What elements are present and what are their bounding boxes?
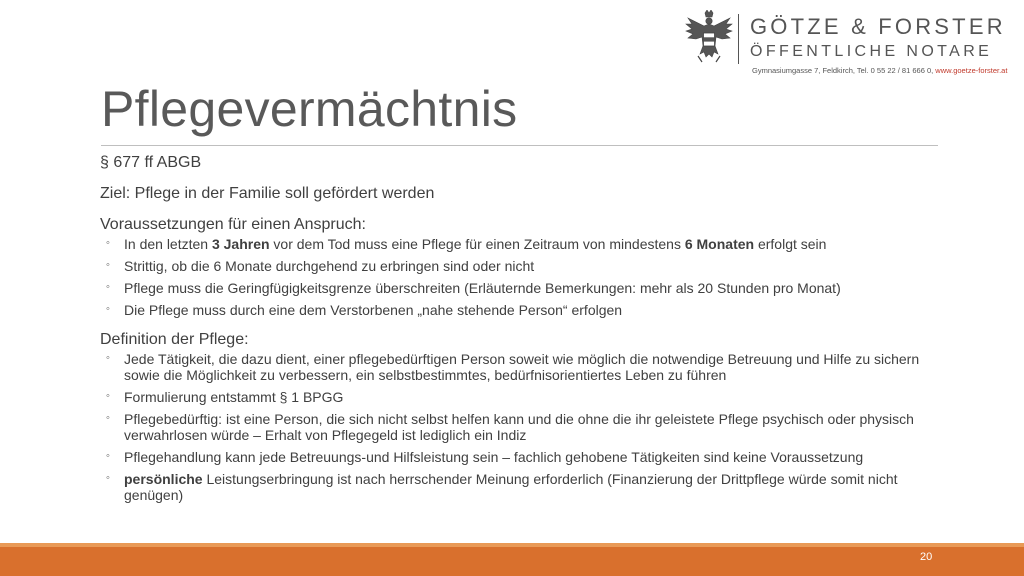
text-span: Pflegehandlung kann jede Betreuungs-und Hilfsleistung sein – fachlich gehobene Tätigkeiten sind keine Voraussetzung <box>124 449 864 465</box>
definition-heading: Definition der Pflege: <box>100 331 249 348</box>
bold-span: 6 Monaten <box>684 236 755 252</box>
list-item <box>100 351 940 383</box>
text-span: Formulierung entstammt § 1 BPGG <box>124 389 344 405</box>
text-span: Strittig, ob die 6 Monate durchgehend zu erbringen sind oder nicht <box>124 258 535 274</box>
text-span: Jede Tätigkeit, die dazu dient, einer pflegebedürftigen Person soweit wie möglich die notwendige Betreuung und Hilfe zu sichern sowie die Möglichkeit zu verbessern, ein selbstbestimmtes, bedürfnisorientiertes Leben zu führen <box>124 351 920 383</box>
firm-name: GÖTZE & FORSTER <box>750 14 1006 39</box>
list-item <box>100 280 940 296</box>
text-span: Pflege muss die Geringfügigkeitsgrenze überschreiten (Erläuternde Bemerkungen: mehr als 20 Stunden pro Monat) <box>124 280 841 296</box>
page-number: 20 <box>920 551 933 563</box>
list-item <box>100 471 940 503</box>
bullet-icon: ◦ <box>106 303 110 315</box>
bold-span: 3 Jahren <box>211 236 270 252</box>
bullet-icon: ◦ <box>106 450 110 462</box>
text-span: Leistungserbringung ist nach herrschender Meinung erforderlich (Finanzierung der Drittpflege würde somit nicht genügen) <box>124 471 898 503</box>
footer-band-main <box>0 547 1024 576</box>
requirements-heading: Voraussetzungen für einen Anspruch: <box>100 216 366 233</box>
requirements-list <box>100 236 940 318</box>
text-span: erfolgt sein <box>754 236 827 252</box>
bullet-icon: ◦ <box>106 352 110 364</box>
legal-reference: § 677 ff ABGB <box>100 154 202 171</box>
text-span: vor dem Tod muss eine Pflege für einen Zeitraum von mindestens <box>269 236 685 252</box>
list-item <box>100 258 940 274</box>
footer-band <box>0 543 1024 576</box>
eagle-coat-of-arms-icon <box>684 10 734 66</box>
list-item <box>100 236 940 252</box>
text-span: Die Pflege muss durch eine dem Verstorbenen „nahe stehende Person“ erfolgen <box>124 302 623 318</box>
bullet-icon: ◦ <box>106 472 110 484</box>
list-item <box>100 302 940 318</box>
definition-list <box>100 351 940 503</box>
list-item <box>100 411 940 443</box>
slide-title: Pflegevermächtnis <box>101 81 518 137</box>
logo-divider <box>738 14 739 64</box>
goal-statement: Ziel: Pflege in der Familie soll gefördert werden <box>100 185 435 202</box>
bullet-icon: ◦ <box>106 412 110 424</box>
bullet-icon: ◦ <box>106 259 110 271</box>
list-item <box>100 449 940 465</box>
text-span: In den letzten <box>124 236 212 252</box>
title-divider <box>101 145 938 146</box>
list-item <box>100 389 940 405</box>
bold-span: persönliche <box>124 471 203 487</box>
slide-content <box>100 153 940 515</box>
bullet-icon: ◦ <box>106 237 110 249</box>
text-span: Pflegebedürftig: ist eine Person, die sich nicht selbst helfen kann und die ohne die ihr geleistete Pflege psychisch oder physisch verwahrlosen würde – Erhalt von Pflegegeld ist lediglich ein Indiz <box>124 411 914 443</box>
firm-logo <box>684 10 1014 85</box>
firm-address: Gymnasiumgasse 7, Feldkirch, Tel. 0 55 22 / 81 666 0, <box>752 66 936 75</box>
bullet-icon: ◦ <box>106 281 110 293</box>
firm-contact <box>752 66 1007 75</box>
bullet-icon: ◦ <box>106 390 110 402</box>
firm-subtitle: ÖFFENTLICHE NOTARE <box>750 43 993 60</box>
firm-website-link[interactable]: www.goetze-forster.at <box>935 66 1008 75</box>
